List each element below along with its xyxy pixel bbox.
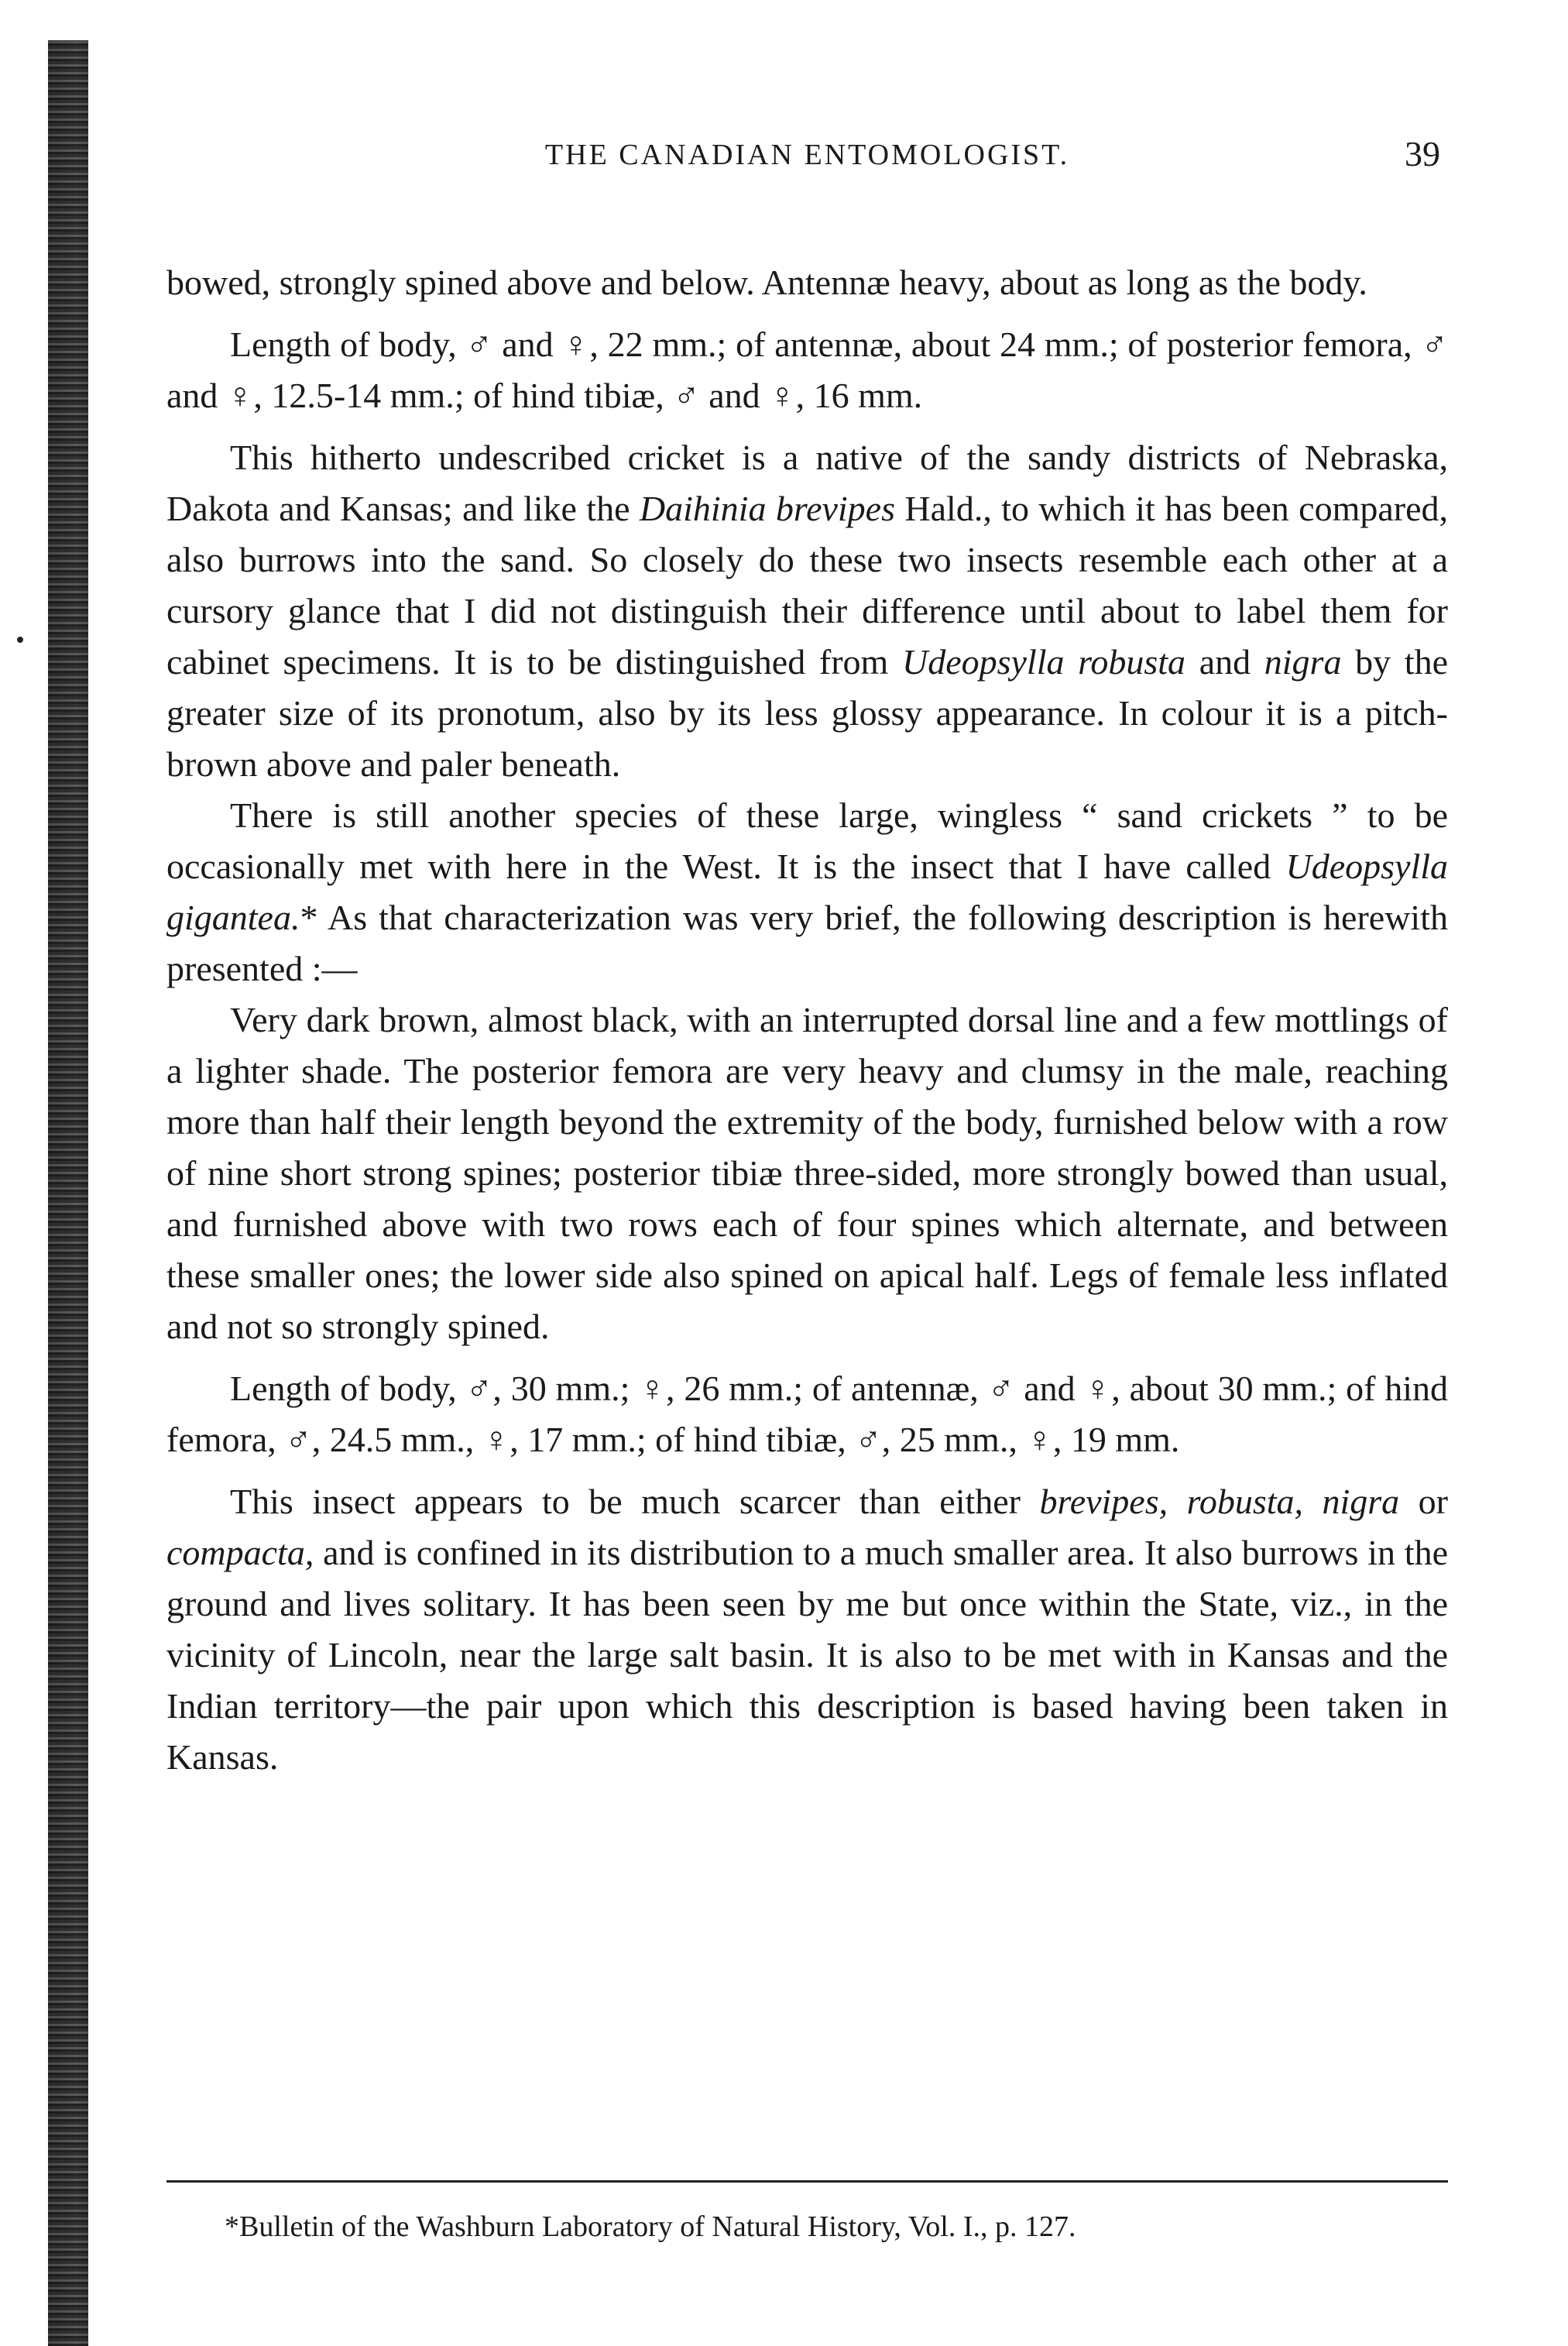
page-number: 39 (1405, 134, 1440, 173)
species-name: nigra (1322, 1482, 1400, 1521)
running-head (166, 134, 1448, 184)
scanned-binding-edge (48, 40, 88, 2346)
paragraph-7: This insect appears to be much scarcer than either brevipes, robusta, nigra or compacta, and is confined in its distribution to a much smaller area. It also burrows in the ground and lives solitary. It has been seen by me but once within the State, viz., in the vicinity of Lincoln, near the large salt basin. It is also to be met with in Kansas and the Indian territory—the pair upon which this description is based having been taken in Kansas. (166, 1482, 1448, 1777)
footnote: *Bulletin of the Washburn Laboratory of Natural History, Vol. I., p. 127. (225, 2210, 1076, 2243)
paragraph-1: bowed, strongly spined above and below. Antennæ heavy, about as long as the body. (166, 263, 1367, 302)
body-text (166, 257, 1448, 1783)
footnote-divider (166, 2180, 1448, 2183)
paragraph-4: There is still another species of these large, wingless “ sand crickets ” to be occasionally met with here in the West. It is the insect that I have called Udeopsylla gigantea.* As that characterization was very brief, the following description is herewith presented :— (166, 795, 1448, 988)
stray-mark (17, 637, 23, 643)
species-name: compacta, (166, 1533, 314, 1572)
paragraph-3: This hitherto undescribed cricket is a native of the sandy districts of Nebraska, Dakota and Kansas; and like the Daihinia brevipes Hald., to which it has been compared, also burrows into the sand. So closely do these two insects resemble each other at a cursory glance that I did not distinguish their difference until about to label them for cabinet specimens. It is to be distinguished from Udeopsylla robusta and nigra by the greater size of its pronotum, also by its less glossy appearance. In colour it is a pitch-brown above and paler beneath. (166, 438, 1448, 784)
species-name: nigra (1264, 642, 1342, 682)
species-name: brevipes, robusta, (1039, 1482, 1303, 1521)
species-name: Daihinia brevipes (639, 489, 895, 528)
paragraph-5: Very dark brown, almost black, with an interrupted dorsal line and a few mottlings of a lighter shade. The posterior femora are very heavy and clumsy in the male, reaching more than half their length beyond the extremity of the body, furnished below with a row of nine short strong spines; posterior tibiæ three-sided, more strongly bowed than usual, and furnished above with two rows each of four spines which alternate, and between these smaller ones; the lower side also spined on apical half. Legs of female less inflated and not so strongly spined. (166, 1000, 1448, 1346)
species-name: Udeopsylla gigantea. (166, 847, 1448, 937)
species-name: Udeopsylla robusta (901, 642, 1186, 682)
paragraph-6: Length of body, ♂, 30 mm.; ♀, 26 mm.; of antennæ, ♂ and ♀, about 30 mm.; of hind femora, ♂, 24.5 mm., ♀, 17 mm.; of hind tibiæ, ♂, 25 mm., ♀, 19 mm. (166, 1369, 1448, 1459)
running-title: THE CANADIAN ENTOMOLOGIST. (544, 139, 1070, 171)
paragraph-2: Length of body, ♂ and ♀, 22 mm.; of antennæ, about 24 mm.; of posterior femora, ♂ and ♀, 12.5-14 mm.; of hind tibiæ, ♂ and ♀, 16 mm. (166, 325, 1448, 415)
